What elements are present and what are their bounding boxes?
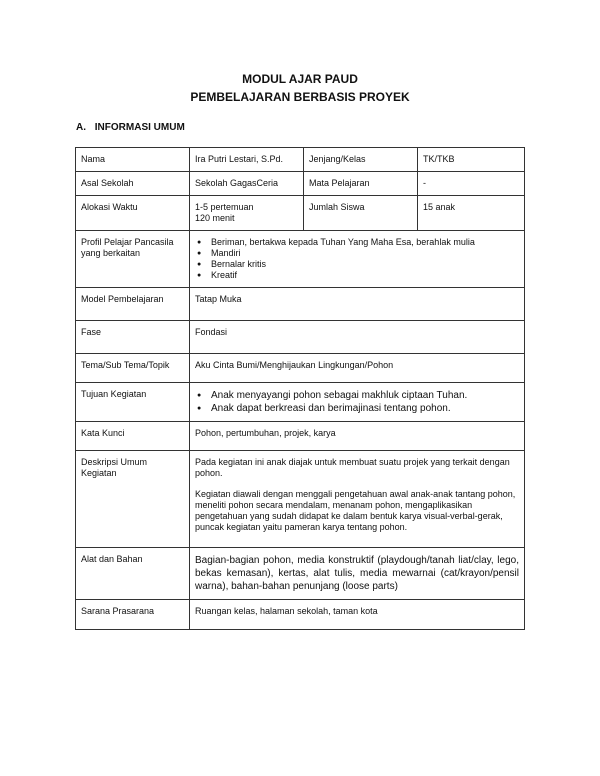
- deskripsi-paragraph-2: Kegiatan diawali dengan menggali pengetahuan awal anak-anak tantang pohon, meneliti pohon secara mendalam, menanam pohon, mengaplikasikan pengetahuan yang sudah didapat ke dalam bentuk karya visual-verbal-gerak, puncak kegiatan yaitu pameran karya tentang pohon.: [195, 489, 516, 532]
- table-cell-label: Sarana Prasarana: [76, 600, 190, 630]
- table-cell-value: Ruangan kelas, halaman sekolah, taman kota: [190, 600, 525, 630]
- section-heading: [76, 122, 185, 133]
- table-cell-value: Tatap Muka: [190, 288, 525, 321]
- alokasi-line-1: 1-5 pertemuan: [195, 202, 254, 212]
- alokasi-line-2: 120 menit: [195, 213, 235, 223]
- table-cell-label: Mata Pelajaran: [304, 172, 418, 196]
- table-cell-value: Pohon, pertumbuhan, projek, karya: [190, 422, 525, 451]
- table-cell-label: Profil Pelajar Pancasila yang berkaitan: [76, 231, 190, 288]
- table-cell-value: Sekolah GagasCeria: [190, 172, 304, 196]
- table-cell-label: Jenjang/Kelas: [304, 148, 418, 172]
- table-row: [76, 196, 525, 231]
- table-cell-value: -: [418, 172, 525, 196]
- table-cell-label: Nama: [76, 148, 190, 172]
- table-row: [76, 383, 525, 422]
- table-cell-value: 15 anak: [418, 196, 525, 231]
- table-row: [76, 600, 525, 630]
- table-cell-value: [190, 383, 525, 422]
- deskripsi-paragraph-1: Pada kegiatan ini anak diajak untuk membuat suatu projek yang terkait dengan pohon.: [195, 457, 510, 478]
- list-item: ● Anak menyayangi pohon sebagai makhluk ciptaan Tuhan.: [211, 389, 519, 402]
- table-cell-label: Tujuan Kegiatan: [76, 383, 190, 422]
- section-letter: A.: [76, 122, 86, 133]
- table-row: [76, 451, 525, 548]
- table-cell-label: Alat dan Bahan: [76, 548, 190, 600]
- table-row: [76, 148, 525, 172]
- document-title: MODUL AJAR PAUD: [242, 72, 358, 86]
- table-cell-label: Fase: [76, 321, 190, 354]
- section-title: INFORMASI UMUM: [94, 122, 185, 133]
- table-cell-label: Kata Kunci: [76, 422, 190, 451]
- table-row: [76, 321, 525, 354]
- tujuan-list: [195, 389, 519, 415]
- list-item: ● Beriman, bertakwa kepada Tuhan Yang Maha Esa, berahlak mulia: [211, 237, 519, 248]
- table-cell-value: [190, 451, 525, 548]
- table-cell-label: Asal Sekolah: [76, 172, 190, 196]
- table-cell-value: Fondasi: [190, 321, 525, 354]
- table-row: [76, 288, 525, 321]
- table-cell-label: Tema/Sub Tema/Topik: [76, 354, 190, 383]
- table-cell-value: TK/TKB: [418, 148, 525, 172]
- list-item: ● Bernalar kritis: [211, 259, 519, 270]
- table-row: [76, 422, 525, 451]
- list-item: ● Kreatif: [211, 270, 519, 281]
- list-item: ● Anak dapat berkreasi dan berimajinasi tentang pohon.: [211, 402, 519, 415]
- table-cell-label: Model Pembelajaran: [76, 288, 190, 321]
- table-row: [76, 172, 525, 196]
- table-cell-label: Deskripsi Umum Kegiatan: [76, 451, 190, 548]
- table-cell-label: Jumlah Siswa: [304, 196, 418, 231]
- profil-list: [195, 237, 519, 281]
- table-cell-value: Aku Cinta Bumi/Menghijaukan Lingkungan/Pohon: [190, 354, 525, 383]
- info-table: [75, 147, 525, 630]
- list-item: ● Mandiri: [211, 248, 519, 259]
- table-cell-value: Ira Putri Lestari, S.Pd.: [190, 148, 304, 172]
- table-cell-value: [190, 196, 304, 231]
- table-cell-value: [190, 231, 525, 288]
- table-row: [76, 231, 525, 288]
- table-row: [76, 548, 525, 600]
- table-row: [76, 354, 525, 383]
- table-cell-value: Bagian-bagian pohon, media konstruktif (playdough/tanah liat/clay, lego, bekas kemasan), kertas, alat tulis, media mewarnai (cat/krayon/pensil warna), bahan-bahan penunjang (loose parts): [190, 548, 525, 600]
- table-cell-label: Alokasi Waktu: [76, 196, 190, 231]
- document-subtitle: PEMBELAJARAN BERBASIS PROYEK: [190, 90, 410, 104]
